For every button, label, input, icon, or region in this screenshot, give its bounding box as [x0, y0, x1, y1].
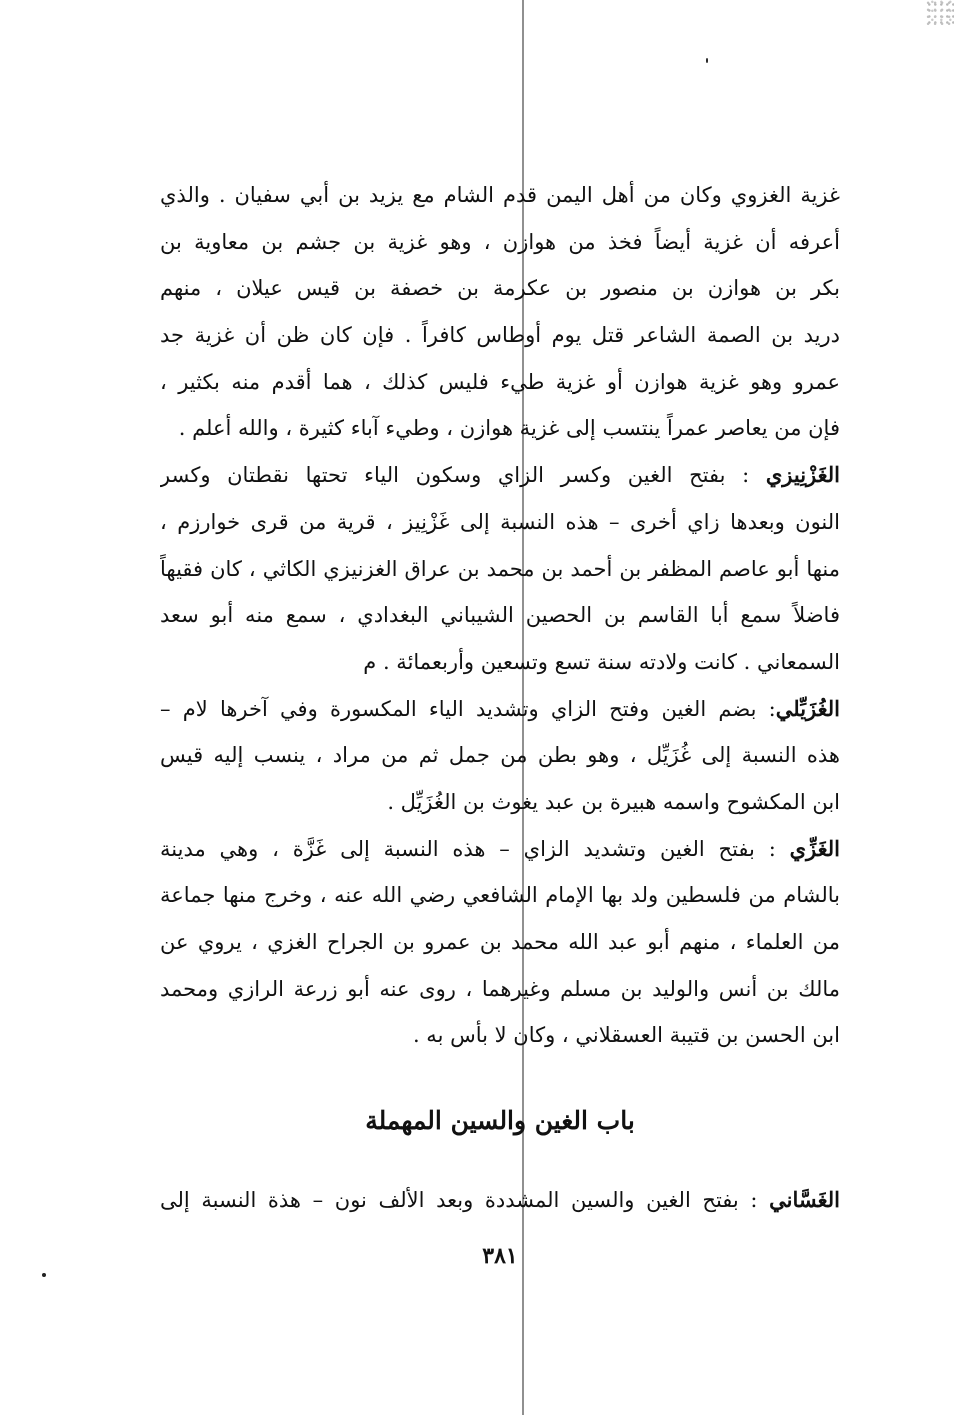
line-text: منها أبو عاصم المظفر بن أحمد بن محمد بن عراق الغزنيزي الكاثي ، كان فقيهاً: [160, 556, 840, 581]
line-text: : بفتح الغين وكسر الزاي وسكون الياء تحتها نقطتان وكسر: [160, 463, 766, 488]
line-text: : بفتح الغين وتشديد الزاي – هذه النسبة إلى غَزَّة ، وهي مدينة: [160, 836, 790, 861]
line-text: دريد بن الصمة الشاعر قتل يوم أوطاس كافراً . فإن كان ظن أن غزية جد: [160, 323, 840, 348]
scan-corner-noise: [926, 0, 954, 26]
entry-text: : بفتح الغين والسين المشددة وبعد الألف نون – هذة النسبة إلى: [160, 1188, 770, 1212]
text-line: [160, 219, 840, 266]
line-text: النون وبعدها زاي أخرى – هذه النسبة إلى غَزْنِيز ، قرية من قرى خوارزم ،: [160, 509, 840, 534]
line-text: بكر بن هوازن بن منصور بن عكرمة بن خصفة بن قيس عيلان ، منهم: [160, 276, 840, 301]
text-line: [160, 359, 840, 406]
text-line: [160, 405, 840, 452]
final-entry-line: [160, 1177, 840, 1223]
text-line: [160, 826, 840, 873]
line-text: غزية الغزوي وكان من أهل اليمن قدم الشام مع يزيد بن أبي سفيان . والذي: [160, 183, 840, 207]
text-line: [160, 639, 840, 686]
text-line: [160, 779, 840, 826]
text-line: [160, 452, 840, 499]
text-line: [160, 966, 840, 1013]
text-line: [160, 1012, 840, 1059]
line-text: ابن المكشوح واسمه هبيرة بن عبد يغوث بن الغُزَيِّل .: [387, 789, 840, 814]
entry-headword: الغَزْنِيزي: [765, 462, 840, 488]
text-line: [160, 546, 840, 593]
text-line: [160, 919, 840, 966]
stray-mark: [42, 1273, 46, 1277]
text-line: [160, 686, 840, 733]
text-line: [160, 265, 840, 312]
text-line: [160, 592, 840, 639]
entry-headword: الغَسَّاني: [769, 1187, 840, 1212]
line-text: هذه النسبة إلى غُزَيِّل ، وهو بطن من جمل ثم من مراد ، ينسب إليه قيس: [160, 743, 840, 768]
text-line: [160, 732, 840, 779]
line-text: من العلماء ، منهم أبو عبد الله محمد بن عمرو بن الجراح الغزي ، يروي عن: [160, 930, 840, 954]
text-line: [160, 172, 840, 219]
stray-mark: [706, 58, 708, 63]
line-text: عمرو وهو غزية هوازن أو غزية طيء فليس كذلك ، هما أقدم منه بكثير ،: [160, 369, 840, 394]
text-line: [160, 312, 840, 359]
text-line: [160, 499, 840, 546]
entry-headword: الغُزَيِّلي: [775, 695, 840, 721]
line-text: السمعاني . كانت ولادته سنة تسع وتسعين وأربعمائة . م: [363, 649, 840, 674]
line-text: بالشام من فلسطين ولد بها الإمام الشافعي رضي الله عنه ، وخرج منها جماعة: [160, 883, 840, 908]
text-line: [160, 872, 840, 919]
line-text: ابن الحسن بن قتيبة العسقلاني ، وكان لا بأس به .: [412, 1023, 840, 1048]
chapter-title: باب الغين والسين المهملة: [365, 1106, 635, 1135]
line-text: فاضلاً سمع أبا القاسم بن الحصين الشيباني البغدادي ، سمع منه أبو سعد: [160, 603, 840, 628]
line-text: فإن من يعاصر عمراً ينتسب إلى غزية هوازن ، وطيء آباء كثيرة ، والله أعلم .: [178, 416, 840, 441]
line-text: : بضم الغين وفتح الزاي وتشديد الياء المكسورة وفي آخرها لام –: [160, 696, 776, 721]
line-text: مالك بن أنس والوليد بن مسلم وغيرهما ، روى عنه أبو زرعة الرازي ومحمد: [160, 976, 840, 1001]
entry-headword: الغَزِّي: [789, 835, 840, 861]
page-number: ٣٨١: [482, 1243, 518, 1269]
body-text: [160, 172, 840, 1059]
line-text: أعرفه أن غزية أيضاً فخذ من هوازن ، وهو غزية بن جشم بن معاوية بن: [160, 229, 840, 254]
